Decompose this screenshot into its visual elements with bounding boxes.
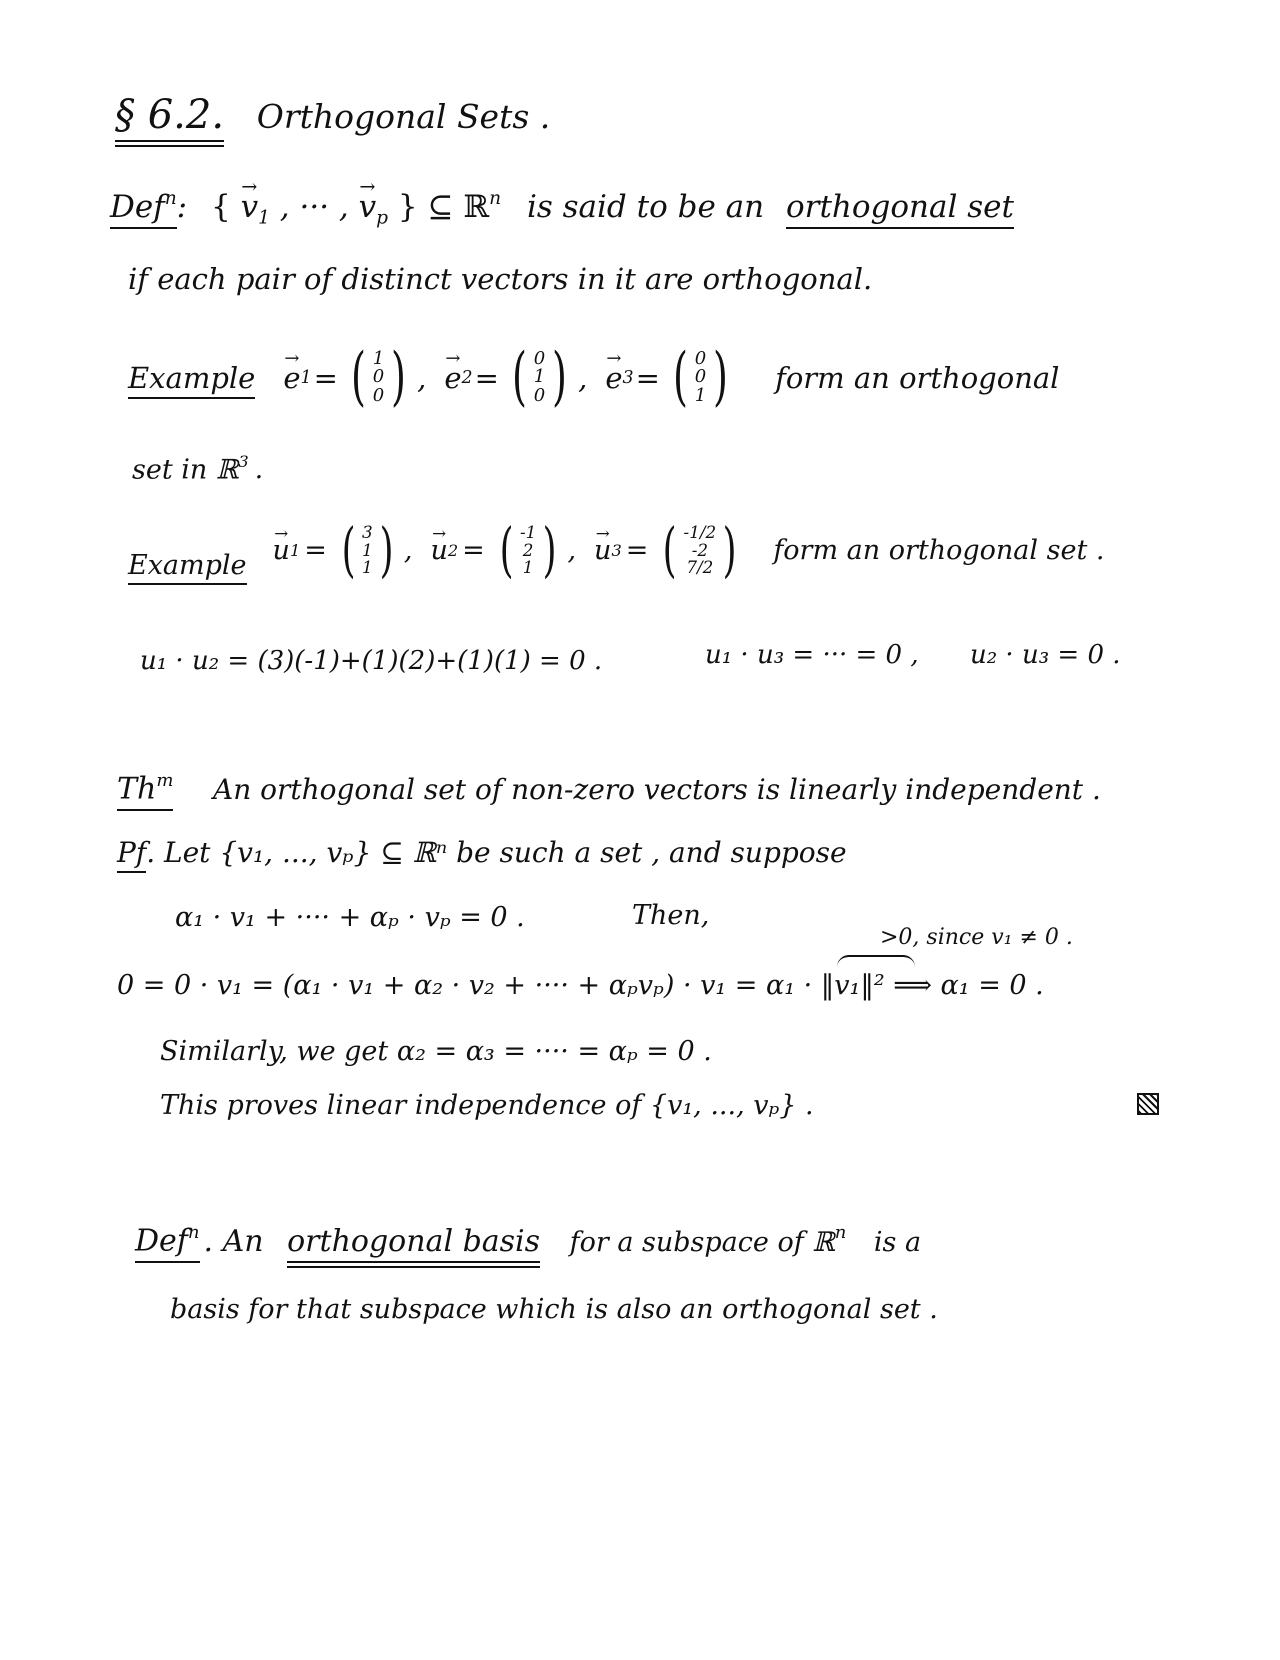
section-number: § 6.2. bbox=[115, 92, 225, 138]
subset-rn: ⊆ ℝ bbox=[427, 189, 490, 226]
brace-note: >0, since v₁ ≠ 0 . bbox=[880, 925, 1073, 950]
example1-text-2: set in ℝ$^3$ . bbox=[132, 452, 264, 486]
matrix-u1: ( 3 1 1 ) bbox=[341, 515, 394, 585]
calc-u1-u3: u₁ · u₃ = ··· = 0 , bbox=[705, 640, 919, 670]
ellipsis: , ··· , bbox=[279, 189, 349, 226]
matrix-e1: ( 1 0 0 ) bbox=[350, 340, 407, 414]
matrix-e3: ( 0 0 1 ) bbox=[672, 340, 729, 414]
proof-line-3: 0 = 0 · v₁ = (α₁ · v₁ + α₂ · v₂ + ···· + αₚvₚ) · v₁ = α₁ · ‖v₁‖² ⟹ α₁ = 0 . bbox=[117, 970, 1044, 1001]
theorem-label: Th$^m$ bbox=[117, 770, 174, 807]
vector-v1: → v bbox=[241, 189, 259, 225]
proof-line-5: This proves linear independence of {v₁, ..., vₚ} . bbox=[160, 1090, 814, 1121]
term-orthogonal-basis: orthogonal basis bbox=[287, 1223, 541, 1259]
theorem bbox=[117, 770, 1101, 807]
def-label: Def$^n$ bbox=[110, 188, 177, 226]
example-label: Example bbox=[128, 360, 256, 395]
vector-e3: → e bbox=[605, 361, 622, 395]
section-heading bbox=[115, 92, 550, 138]
definition-orthogonal-basis: Def$^n$ . An orthogonal basis for a subspace of ℝ$^n$ is a bbox=[135, 1222, 922, 1259]
calc-u2-u3: u₂ · u₃ = 0 . bbox=[970, 640, 1121, 670]
vector-u1: → u bbox=[273, 535, 290, 566]
vector-u2: → u bbox=[430, 535, 447, 566]
vector-u3: → u bbox=[594, 535, 611, 566]
set-close: } bbox=[397, 189, 418, 226]
example2-text: form an orthogonal set . bbox=[773, 535, 1105, 566]
proof-line-2: α₁ · v₁ + ···· + αₚ · vₚ = 0 . bbox=[175, 902, 525, 933]
example1-text: form an orthogonal bbox=[775, 360, 1060, 395]
example2-label: Example bbox=[128, 550, 247, 581]
vector-vp: → v bbox=[359, 189, 377, 225]
matrix-u3: ( -1/2 -2 7/2 ) bbox=[663, 515, 737, 585]
section-title: Orthogonal Sets . bbox=[256, 97, 551, 136]
example-orthogonal-u: Example → u 1 = ( 3 1 1 ) , → u 2 = ( -1 2 1 ) , → u 3 = ( -1/2 -2 7/2 ) form an orthogonal set . bbox=[128, 520, 1104, 581]
proof-line-4: Similarly, we get α₂ = α₃ = ···· = αₚ = 0 . bbox=[160, 1036, 712, 1067]
term-orthogonal-set: orthogonal set bbox=[785, 189, 1014, 226]
theorem-statement: An orthogonal set of non-zero vectors is linearly independent . bbox=[212, 772, 1101, 806]
matrix-e2: ( 0 1 0 ) bbox=[511, 340, 568, 414]
norm-underbrace bbox=[837, 955, 915, 967]
def2-line-2: basis for that subspace which is also an orthogonal set . bbox=[170, 1294, 938, 1325]
def-text-1: is said to be an bbox=[526, 189, 765, 226]
proof-then: Then, bbox=[632, 900, 710, 931]
example-standard-basis: Example → e 1 = ( 1 0 0 ) , → e 2 = ( 0 1 0 ) , → e 3 = ( 0 0 1 ) form an orthogonal bbox=[128, 346, 1059, 410]
def-text-2: if each pair of distinct vectors in it are orthogonal. bbox=[128, 262, 873, 296]
proof-label: Pf bbox=[117, 836, 147, 869]
qed-box-icon bbox=[1137, 1093, 1159, 1115]
calc-u1-u2: u₁ · u₂ = (3)(-1)+(1)(2)+(1)(1) = 0 . bbox=[140, 646, 603, 676]
vector-e1: → e bbox=[283, 361, 300, 395]
set-open: { bbox=[210, 189, 231, 226]
matrix-u2: ( -1 2 1 ) bbox=[499, 515, 557, 585]
def2-label: Def$^n$ bbox=[135, 1222, 200, 1259]
proof-line-1: Pf. Let {v₁, ..., vₚ} ⊆ ℝⁿ be such a set , and suppose bbox=[117, 836, 847, 869]
vector-e2: → e bbox=[444, 361, 461, 395]
definition-orthogonal-set: Def$^n$: { → $v_1$ , ··· , → $v_p$ } ⊆ ℝ$^n$ is said to be an orthogonal set bbox=[110, 188, 1014, 229]
